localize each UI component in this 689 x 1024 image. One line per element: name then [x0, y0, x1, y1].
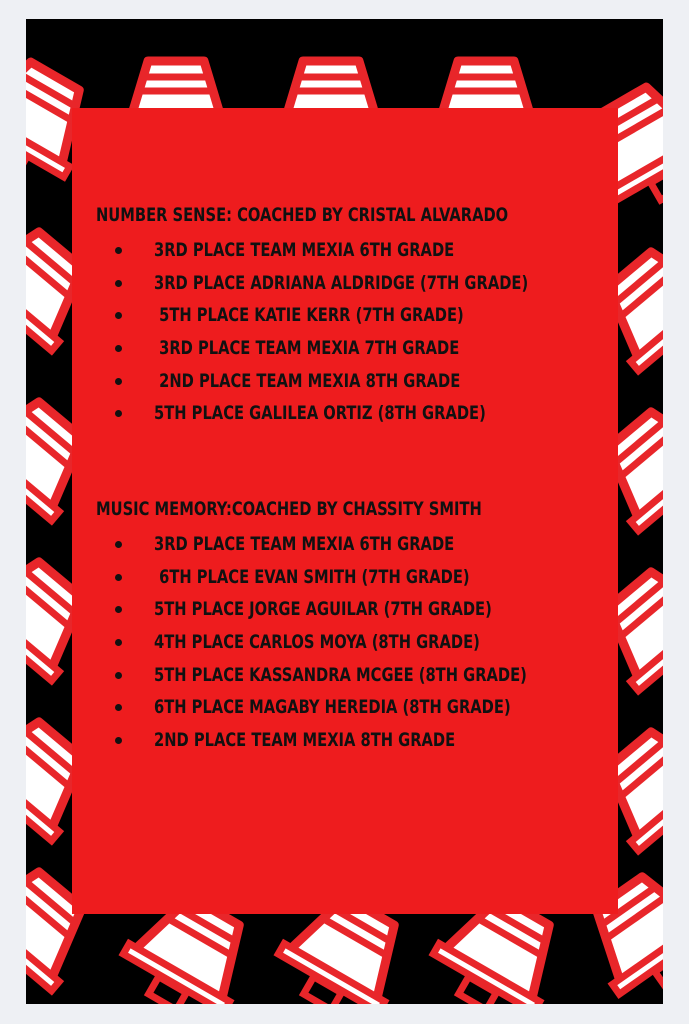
bullet-icon	[115, 737, 122, 744]
award-text: 6TH PLACE EVAN SMITH (7TH GRADE)	[154, 565, 470, 588]
award-list-number-sense	[72, 236, 618, 432]
award-text: 3RD PLACE TEAM MEXIA 7TH GRADE	[154, 337, 460, 360]
awards-panel	[72, 108, 618, 914]
bullet-icon	[115, 541, 122, 548]
bullet-icon	[115, 378, 122, 385]
bullet-icon	[115, 247, 122, 254]
award-text: 3RD PLACE TEAM MEXIA 6TH GRADE	[154, 533, 455, 555]
list-item	[72, 301, 618, 334]
award-text: 5TH PLACE KASSANDRA MCGEE (8TH GRADE)	[154, 663, 527, 686]
award-text: 2ND PLACE TEAM MEXIA 8TH GRADE	[154, 369, 461, 392]
award-text: 6TH PLACE MAGABY HEREDIA (8TH GRADE)	[154, 696, 511, 719]
list-item	[72, 628, 618, 661]
bullet-icon	[115, 312, 122, 319]
list-item	[72, 726, 618, 759]
bullet-icon	[115, 574, 122, 581]
award-text: 3RD PLACE ADRIANA ALDRIDGE (7TH GRADE)	[154, 271, 529, 294]
list-item	[72, 693, 618, 726]
bullet-icon	[115, 410, 122, 417]
list-item	[72, 367, 618, 400]
list-item	[72, 563, 618, 596]
list-item	[72, 269, 618, 302]
list-item	[72, 595, 618, 628]
award-text: 5TH PLACE KATIE KERR (7TH GRADE)	[154, 304, 464, 327]
bullet-icon	[115, 345, 122, 352]
award-text: 2ND PLACE TEAM MEXIA 8TH GRADE	[154, 729, 456, 752]
award-text: 5TH PLACE JORGE AGUILAR (7TH GRADE)	[154, 598, 492, 621]
award-text: 3RD PLACE TEAM MEXIA 6TH GRADE	[154, 239, 455, 261]
award-text: 5TH PLACE GALILEA ORTIZ (8TH GRADE)	[154, 402, 486, 425]
list-item	[72, 399, 618, 432]
bullet-icon	[115, 639, 122, 646]
list-item	[72, 661, 618, 694]
bullet-icon	[115, 606, 122, 613]
award-list-music-memory	[72, 530, 618, 759]
award-text: 4TH PLACE CARLOS MOYA (8TH GRADE)	[154, 631, 480, 654]
bullet-icon	[115, 704, 122, 711]
poster	[26, 19, 663, 1004]
bullet-icon	[115, 672, 122, 679]
bullet-icon	[115, 280, 122, 287]
section-heading-music-memory: MUSIC MEMORY:COACHED BY CHASSITY SMITH	[96, 498, 482, 520]
list-item	[72, 334, 618, 367]
section-heading-number-sense: NUMBER SENSE: COACHED BY CRISTAL ALVARADO	[96, 204, 509, 226]
list-item	[72, 236, 618, 269]
list-item	[72, 530, 618, 563]
